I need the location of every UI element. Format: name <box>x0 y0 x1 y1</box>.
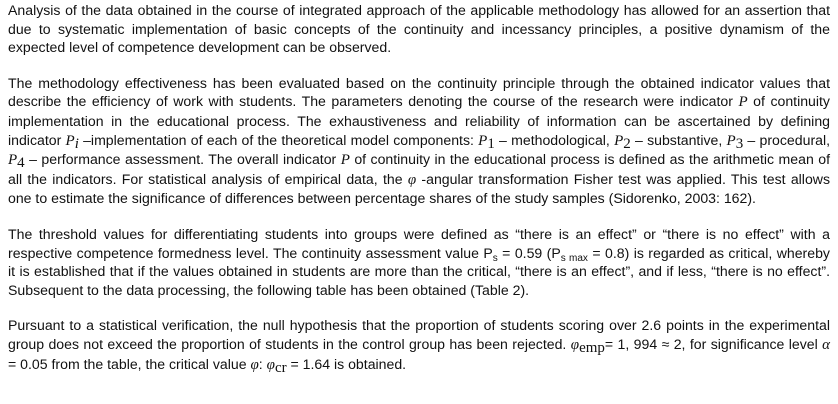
math-var-pi: P <box>65 132 75 149</box>
math-alpha: α <box>822 336 831 353</box>
math-sub-1: 1 <box>487 135 495 152</box>
paragraph-gap <box>8 299 830 316</box>
paragraph-1-text: Analysis of the data obtained in the course of integrated approach of the applicable methodology has allowed for an assertion that due to systematic implementation of basic concepts of the continuity and incessancy principles, a positive dynamism of the expected level of competence development can be observed. <box>8 2 830 56</box>
math-phi-emp: φ <box>570 336 580 353</box>
math-phi-cr: φ <box>266 356 275 373</box>
paragraph-4 <box>8 316 830 374</box>
paragraph-3 <box>8 225 830 299</box>
p4-text-5: = 1.64 is obtained. <box>286 355 407 372</box>
p2-text-6: – procedural, <box>743 131 831 148</box>
math-var-p4: P <box>8 152 18 169</box>
p2-text-2: of continuity implementation in the educational process. The exhaustiveness and reliability of information can be ascertained by defining indicator <box>8 93 830 148</box>
p2-text-1: The methodology effectiveness has been evaluated based on the continuity principle through the obtained indicator values that describe the efficiency of work with students. The parameters denoting the course of the research were indicator <box>8 74 830 110</box>
p4-text-1: Pursuant to a statistical verification, the null hypothesis that the proportion of students scoring over 2.6 points in the experimental group does not exceed the proportion of students in the control group has been rejected. <box>8 317 830 352</box>
math-var-p3: P <box>726 132 736 149</box>
math-var-p-overall: P <box>340 152 350 169</box>
paragraph-gap <box>8 208 830 225</box>
p3-sub-s-max: s max <box>560 252 588 264</box>
p3-text-3: = 0.8) is regarded as critical, whereby it is established that if the values obtained in students are more than the critical, “there is an effect”, and if less, “there is no effect”. Subsequent to the data processing, the following table has been obtained (Table 2). <box>8 244 830 298</box>
math-sub-i: i <box>74 135 79 152</box>
p2-text-5: – substantive, <box>630 131 727 148</box>
math-sub-3: 3 <box>735 135 744 152</box>
math-var-p1: P <box>478 132 488 149</box>
p2-text-4: – methodological, <box>494 131 615 148</box>
math-sub-cr: cr <box>274 359 287 376</box>
p3-text-1: The threshold values for differentiating students into groups were defined as “there is an effect” or “there is no effect” with a respective competence formedness level. The continuity assessment value P <box>8 225 830 261</box>
p4-text-3: = 0.05 from the table, the critical value <box>8 355 251 372</box>
p3-sub-s: s <box>492 252 498 264</box>
p4-text-4: : <box>258 355 267 372</box>
math-sub-emp: emp <box>579 339 605 356</box>
math-phi: φ <box>407 171 417 188</box>
p2-text-3: –implementation of each of the theoretical model components: <box>78 131 479 148</box>
p3-text-2: = 0.59 (P <box>497 244 561 261</box>
paragraph-gap <box>8 57 830 74</box>
math-var-p: P <box>738 94 748 111</box>
p4-text-2: = 1, 994 ≈ 2, for significance level <box>604 335 823 352</box>
paragraph-1 <box>8 1 830 57</box>
math-var-p2: P <box>614 132 624 149</box>
paragraph-2 <box>8 74 830 208</box>
p2-text-9: -angular transformation Fisher test was applied. This test allows one to estimate the significance of differences between percentage shares of the study samples (Sidorenko, 2003: 162). <box>8 170 831 207</box>
paper-page <box>8 1 830 374</box>
math-phi-cr-label: φ <box>250 356 259 373</box>
p2-text-8: of continuity in the educational process is defined as the arithmetic mean of all the indicators. For statistical analysis of empirical data, the <box>8 151 830 187</box>
math-sub-2: 2 <box>623 135 631 152</box>
p2-text-7: – performance assessment. The overall indicator <box>24 151 341 168</box>
math-sub-4: 4 <box>17 155 25 172</box>
